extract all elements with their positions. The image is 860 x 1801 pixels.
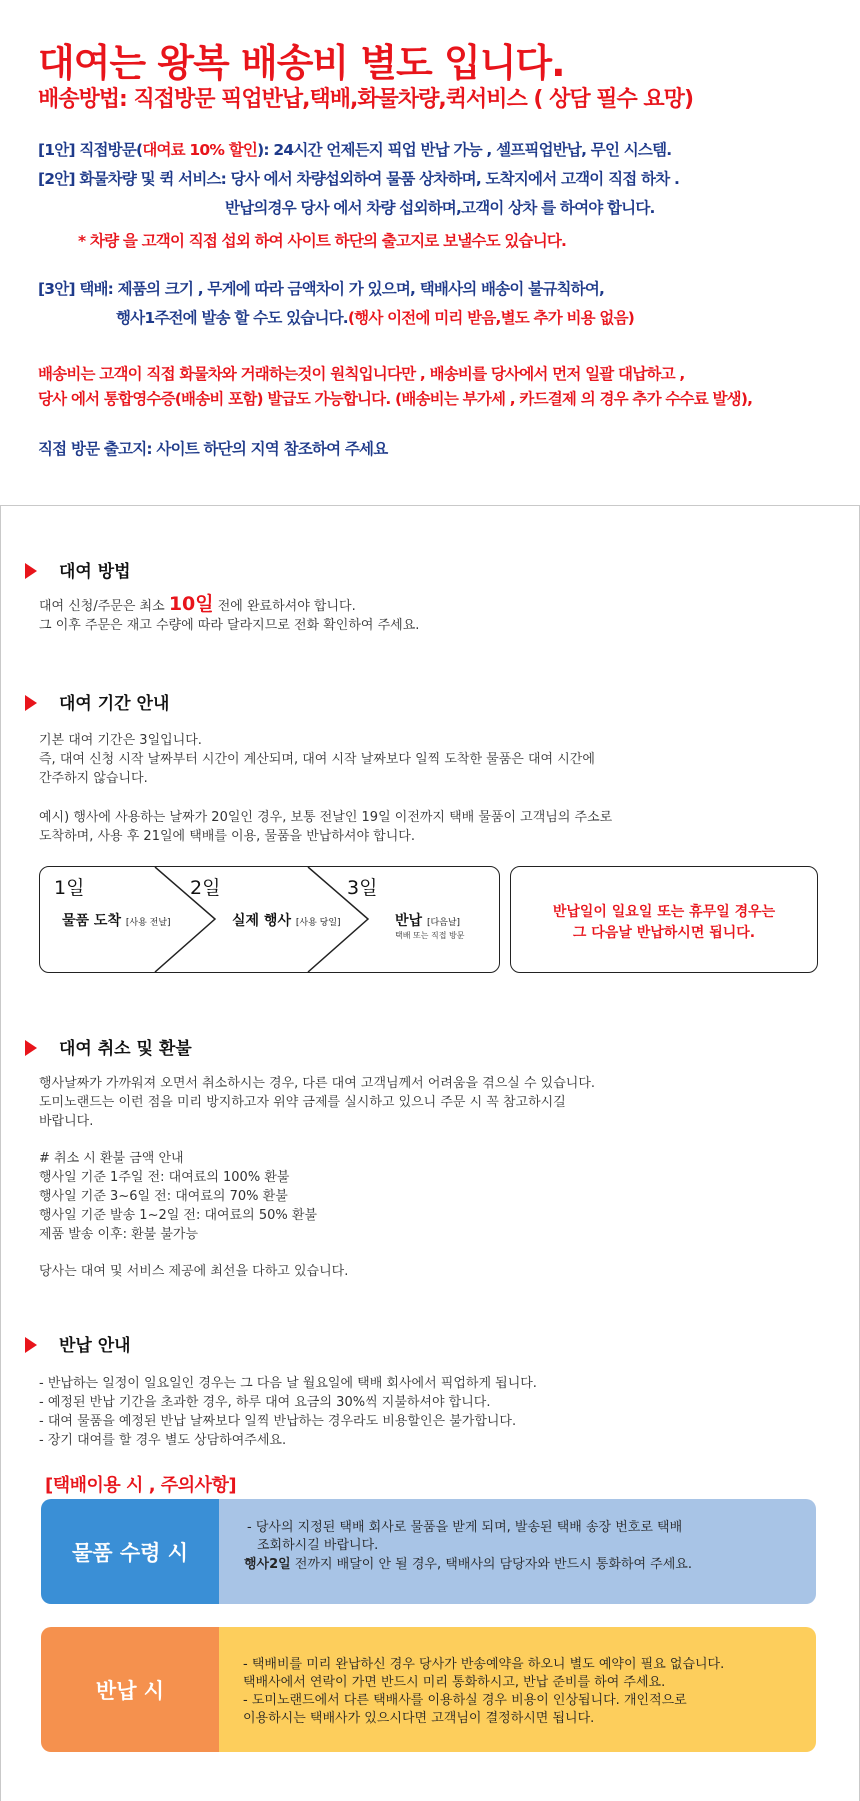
option-1: [1안] 직접방문(대여료 10% 할인): 24시간 언제든지 픽업 반납 가능 , 셀프픽업반납, 무인 시스템.: [38, 141, 672, 159]
receive-line2: 조회하시길 바랍니다.: [257, 1538, 379, 1553]
option-3-line1: [3안] 택배: 제품의 크기 , 무게에 따라 금액차이 가 있으며, 택배사의 배송이 불규칙하여,: [38, 280, 605, 298]
triangle-bullet-icon: [25, 1040, 37, 1056]
timeline-step-return: 반납 [다음날]: [395, 913, 461, 929]
caution-title: [택배이용 시 , 주의사항]: [45, 1475, 237, 1496]
fee-line2: 당사 에서 통합영수증(배송비 포함) 발급도 가능합니다. (배송비는 부가세 , 카드결제 의 경우 추가 수수료 발생),: [38, 390, 753, 408]
option-3-line2: 행사1주전에 발송 할 수도 있습니다.(행사 이전에 미리 받음,별도 추가 비용 없음): [116, 309, 635, 327]
option-2-line2: 반납의경우 당사 에서 차량 섭외하며,고객이 상차 를 하여야 합니다.: [225, 199, 655, 217]
period-example: 예시) 행사에 사용하는 날짜가 20일인 경우, 보통 전날인 19일 이전까지 택배 물품이 고객님의 주소로 도착하며, 사용 후 21일에 택배를 이용, 물품을 반납하셔야 합니다.: [39, 810, 613, 844]
rental-timeline: [39, 866, 500, 973]
pickup-location: 직접 방문 출고지: 사이트 하단의 지역 참조하여 주세요: [38, 440, 388, 458]
timeline-day-2: 2일: [190, 877, 221, 899]
period-heading: 대여 기간 안내: [25, 689, 169, 714]
option-2-line1: [2안] 화물차량 및 퀵 서비스: 당사 에서 차량섭외하여 물품 상차하며, 도착지에서 고객이 직접 하차 .: [38, 170, 680, 188]
cancel-text: 행사날짜가 가까워져 오면서 취소하시는 경우, 다른 대여 고객님께서 어려움을 겪으실 수 있습니다. 도미노랜드는 이런 점을 미리 방지하고자 위약 금제를 실시하고 있으니 주문 시 꼭 참고하시길 바랍니다.: [39, 1076, 596, 1129]
cancel-heading: 대여 취소 및 환불: [25, 1034, 192, 1059]
rental-info-card: [0, 505, 860, 1801]
return-text: - 반납하는 일정이 일요일인 경우는 그 다음 날 월요일에 택배 회사에서 픽업하게 됩니다. - 예정된 반납 기간을 초과한 경우, 하루 대여 요금의 30%씩 지불하셔야 합니다. - 대여 물품을 예정된 반납 날짜보다 일찍 반납하는 경우라도 비용할인은 불가합니다. - 장기 대여를 할 경우 별도 상담하여주세요.: [39, 1376, 537, 1448]
refund-list: # 취소 시 환불 금액 안내 행사일 기준 1주일 전: 대여료의 100% 환불 행사일 기준 3~6일 전: 대여료의 70% 환불 행사일 기준 발송 1~2일 전: 대여료의 50% 환불 제품 발송 이후: 환불 불가능: [39, 1151, 318, 1242]
triangle-bullet-icon: [25, 563, 37, 579]
timeline-step-return-sub: 택배 또는 직접 방문: [395, 931, 465, 940]
banner-subtitle: 배송방법: 직접방문 픽업반납,택배,화물차량,퀵서비스 ( 상담 필수 요망): [38, 87, 693, 112]
timeline-day-1: 1일: [54, 877, 85, 899]
return-label: 반납 시: [41, 1627, 219, 1752]
receive-line3: 행사2일 전까지 배달이 안 될 경우, 택배사의 담당자와 반드시 통화하여 주세요.: [244, 1557, 692, 1572]
receive-label: 물품 수령 시: [41, 1499, 219, 1604]
method-text: 대여 신청/주문은 최소 10일 전에 완료하셔야 합니다. 그 이후 주문은 재고 수량에 따라 달라지므로 전화 확인하여 주세요.: [39, 593, 420, 633]
discount-text: 대여료 10% 할인: [142, 141, 258, 159]
return-heading: 반납 안내: [25, 1331, 131, 1356]
fee-line1: 배송비는 고객이 직접 화물차와 거래하는것이 원칙입니다만 , 배송비를 당사에서 먼저 일괄 대납하고 ,: [38, 365, 685, 383]
period-text: 기본 대여 기간은 3일입니다. 즉, 대여 신청 시작 날짜부터 시간이 계산되며, 대여 시작 날짜보다 일찍 도착한 물품은 대여 시간에 간주하지 않습니다.: [39, 733, 595, 786]
return-holiday-note: 반납일이 일요일 또는 휴무일 경우는 그 다음날 반납하시면 됩니다.: [510, 866, 818, 973]
timeline-day-3: 3일: [347, 877, 378, 899]
option-2-note: * 차량 을 고객이 직접 섭외 하여 사이트 하단의 출고지로 보낼수도 있습니다.: [78, 232, 567, 250]
timeline-step-arrival: 물품 도착 [사용 전날]: [62, 913, 171, 929]
shipping-banner: [0, 0, 860, 505]
method-heading: 대여 방법: [25, 557, 131, 582]
triangle-bullet-icon: [25, 695, 37, 711]
receive-info-row: [41, 1499, 816, 1604]
receive-line1: - 당사의 지정된 택배 회사로 물품을 받게 되며, 발송된 택배 송장 번호로 택배: [247, 1520, 683, 1535]
triangle-bullet-icon: [25, 1337, 37, 1353]
return-info-row: 반납 시 - 택배비를 미리 완납하신 경우 당사가 반송예약을 하오니 별도 예약이 필요 없습니다. 택배사에서 연락이 가면 반드시 미리 통화하시고, 반납 준비를 하여 주세요. - 도미노랜드에서 다른 택배사를 이용하실 경우 비용이 인상됩니다. 개인적으로 이용하시는 택배사가 있으시다면 고객님이 결정하시면 됩니다.: [41, 1627, 816, 1752]
cancel-closing: 당사는 대여 및 서비스 제공에 최선을 다하고 있습니다.: [39, 1264, 349, 1279]
banner-title: 대여는 왕복 배송비 별도 입니다.: [38, 41, 565, 85]
timeline-step-event: 실제 행사 [사용 당일]: [232, 913, 341, 929]
min-days: 10일: [168, 593, 214, 615]
